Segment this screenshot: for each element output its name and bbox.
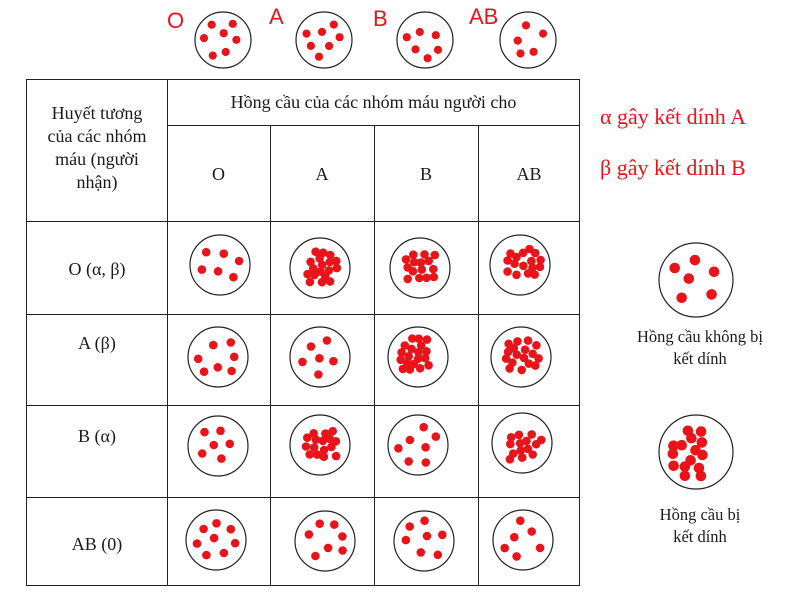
red-blood-cell: [423, 335, 432, 344]
red-blood-cell: [527, 527, 536, 536]
red-blood-cell: [524, 336, 533, 345]
red-blood-cell: [406, 436, 415, 445]
red-blood-cell: [416, 28, 424, 36]
red-blood-cell: [200, 34, 208, 42]
red-blood-cell: [404, 352, 413, 361]
red-blood-cell: [510, 344, 519, 353]
red-blood-cell: [512, 253, 521, 262]
red-blood-cell: [430, 273, 439, 282]
red-blood-cell: [194, 355, 203, 364]
red-blood-cell: [198, 449, 207, 458]
red-blood-cell: [220, 249, 229, 258]
red-blood-cell: [321, 272, 330, 281]
red-blood-cell: [315, 53, 323, 61]
caption-agglutinated: Hồng cầu bị kết dính: [659, 505, 741, 546]
red-blood-cell: [706, 289, 717, 300]
red-blood-cell: [506, 455, 515, 464]
red-blood-cell: [522, 21, 530, 29]
top-circle-o: [194, 11, 252, 69]
red-blood-cell: [432, 432, 441, 441]
red-blood-cell: [202, 248, 211, 257]
red-blood-cell: [298, 358, 307, 367]
red-blood-cell: [676, 293, 687, 304]
red-blood-cell: [411, 45, 419, 53]
red-blood-cell: [229, 273, 238, 282]
red-blood-cell: [212, 519, 221, 528]
top-circle-ab: [499, 11, 557, 69]
red-blood-cell: [419, 423, 428, 432]
red-blood-cell: [405, 522, 414, 531]
red-blood-cell: [402, 536, 411, 545]
cell-circle: [289, 414, 351, 476]
red-blood-cell: [216, 427, 225, 436]
red-blood-cell: [519, 262, 528, 271]
red-blood-cell: [338, 546, 347, 555]
red-blood-cell: [315, 354, 324, 363]
red-blood-cell: [394, 444, 403, 453]
key-circle-agglutinated: [658, 414, 734, 490]
red-blood-cell: [506, 440, 515, 449]
red-blood-cell: [415, 274, 424, 283]
top-label-o: O: [167, 8, 185, 33]
red-blood-cell: [209, 341, 218, 350]
cell-circle: [289, 237, 351, 299]
red-blood-cell: [318, 28, 326, 36]
col-header-b: B: [419, 164, 432, 184]
row-header-o: O (α, β): [68, 259, 126, 279]
red-blood-cell: [697, 450, 708, 461]
col-header-o: O: [212, 164, 225, 184]
red-blood-cell: [432, 31, 440, 39]
cell-circle: [387, 326, 449, 388]
col-header-ab: AB: [516, 164, 542, 184]
red-blood-cell: [302, 442, 311, 451]
legend-alpha: α gây kết dính A: [600, 104, 746, 129]
red-blood-cell: [518, 453, 527, 462]
red-blood-cell: [199, 525, 208, 534]
key-circle-not-agglutinated: [658, 242, 734, 318]
red-blood-cell: [193, 539, 202, 548]
row-header-a: A (β): [78, 333, 116, 353]
cell-outline: [188, 416, 248, 476]
red-blood-cell: [229, 20, 237, 28]
red-blood-cell: [198, 265, 207, 274]
red-blood-cell: [217, 454, 226, 463]
cell-circle: [491, 412, 553, 474]
red-blood-cell: [307, 42, 315, 50]
red-blood-cell: [220, 29, 228, 37]
red-blood-cell: [516, 516, 525, 525]
red-blood-cell: [231, 539, 240, 548]
red-blood-cell: [536, 544, 545, 553]
red-blood-cell: [684, 273, 695, 284]
red-blood-cell: [408, 334, 417, 343]
red-blood-cell: [502, 354, 511, 363]
red-blood-cell: [313, 450, 322, 459]
caption-not-agglutinated: Hồng cầu không bị kết dính: [636, 327, 764, 368]
donor-cells-header: Hồng cầu của các nhóm máu người cho: [230, 92, 517, 112]
red-blood-cell: [401, 341, 410, 350]
red-blood-cell: [305, 530, 314, 539]
red-blood-cell: [323, 336, 332, 345]
red-blood-cell: [404, 457, 413, 466]
red-blood-cell: [214, 267, 223, 276]
red-blood-cell: [328, 427, 337, 436]
red-blood-cell: [210, 534, 219, 543]
cell-circle: [387, 414, 449, 476]
red-blood-cell: [220, 549, 229, 558]
red-blood-cell: [514, 37, 522, 45]
cell-circle: [389, 237, 451, 299]
red-blood-cell: [315, 519, 324, 528]
cell-circle: [490, 326, 552, 388]
red-blood-cell: [403, 33, 411, 41]
red-blood-cell: [202, 551, 211, 560]
red-blood-cell: [438, 531, 447, 540]
red-blood-cell: [528, 450, 537, 459]
red-blood-cell: [429, 265, 438, 274]
red-blood-cell: [336, 33, 344, 41]
legend-beta: β gây kết dính B: [600, 155, 746, 180]
red-blood-cell: [512, 271, 521, 280]
cell-outline: [190, 235, 250, 295]
red-blood-cell: [503, 256, 512, 265]
red-blood-cell: [536, 256, 545, 265]
red-blood-cell: [515, 431, 524, 440]
cell-outline: [659, 243, 733, 317]
cell-circle: [489, 234, 551, 296]
red-blood-cell: [232, 36, 240, 44]
red-blood-cell: [209, 52, 217, 60]
cell-circle: [393, 510, 455, 572]
red-blood-cell: [539, 30, 547, 38]
red-blood-cell: [686, 433, 697, 444]
red-blood-cell: [311, 552, 320, 561]
red-blood-cell: [402, 255, 411, 264]
top-circle-a: [295, 11, 353, 69]
red-blood-cell: [676, 440, 687, 451]
red-blood-cell: [500, 544, 509, 553]
col-header-a: A: [315, 164, 329, 184]
red-blood-cell: [226, 440, 235, 449]
red-blood-cell: [517, 366, 526, 375]
red-blood-cell: [532, 341, 541, 350]
red-blood-cell: [420, 250, 429, 259]
red-blood-cell: [696, 471, 707, 482]
red-blood-cell: [208, 21, 216, 29]
red-blood-cell: [406, 365, 415, 374]
top-label-ab: AB: [469, 4, 499, 29]
cell-circle: [187, 415, 249, 477]
red-blood-cell: [528, 263, 537, 272]
red-blood-cell: [534, 354, 543, 363]
cell-outline: [296, 12, 352, 68]
red-blood-cell: [530, 48, 538, 56]
red-blood-cell: [303, 433, 312, 442]
red-blood-cell: [690, 255, 701, 266]
red-blood-cell: [434, 46, 442, 54]
red-blood-cell: [527, 430, 536, 439]
red-blood-cell: [532, 440, 541, 449]
red-blood-cell: [669, 263, 680, 274]
red-blood-cell: [424, 361, 433, 370]
cell-circle: [189, 234, 251, 296]
red-blood-cell: [307, 342, 316, 351]
red-blood-cell: [422, 458, 431, 467]
red-blood-cell: [505, 364, 514, 373]
red-blood-cell: [434, 551, 443, 560]
red-blood-cell: [230, 353, 239, 362]
red-blood-cell: [324, 544, 333, 553]
red-blood-cell: [697, 437, 708, 448]
cell-outline: [290, 415, 350, 475]
cell-circle: [294, 510, 356, 572]
row-header-b: B (α): [78, 426, 116, 446]
red-blood-cell: [423, 532, 432, 541]
red-blood-cell: [668, 449, 679, 460]
red-blood-cell: [332, 437, 341, 446]
red-blood-cell: [403, 275, 412, 284]
red-blood-cell: [409, 250, 418, 259]
red-blood-cell: [315, 254, 324, 263]
red-blood-cell: [214, 363, 223, 372]
red-blood-cell: [420, 516, 429, 525]
red-blood-cell: [503, 267, 512, 276]
red-blood-cell: [332, 257, 341, 266]
cell-outline: [295, 511, 355, 571]
red-blood-cell: [235, 257, 244, 266]
top-label-a: A: [269, 4, 284, 29]
red-blood-cell: [696, 426, 707, 437]
cell-circle: [492, 509, 554, 571]
red-blood-cell: [332, 452, 341, 461]
red-blood-cell: [680, 461, 691, 472]
red-blood-cell: [200, 367, 209, 376]
red-blood-cell: [668, 461, 679, 472]
red-blood-cell: [210, 441, 219, 450]
red-blood-cell: [314, 370, 323, 379]
red-blood-cell: [330, 520, 339, 529]
red-blood-cell: [414, 348, 423, 357]
red-blood-cell: [200, 428, 209, 437]
red-blood-cell: [305, 450, 314, 459]
red-blood-cell: [227, 525, 236, 534]
red-blood-cell: [325, 42, 333, 50]
cell-circle: [289, 326, 351, 388]
red-blood-cell: [227, 367, 236, 376]
top-circle-b: [396, 11, 454, 69]
cell-circle: [185, 509, 247, 571]
red-blood-cell: [417, 548, 426, 557]
red-blood-cell: [306, 278, 315, 287]
red-blood-cell: [396, 356, 405, 365]
red-blood-cell: [312, 435, 321, 444]
row-header-ab: AB (0): [71, 534, 123, 554]
red-blood-cell: [525, 245, 534, 254]
red-blood-cell: [330, 21, 338, 29]
red-blood-cell: [329, 357, 338, 366]
top-label-b: B: [373, 6, 388, 31]
red-blood-cell: [417, 258, 426, 267]
red-blood-cell: [510, 533, 519, 542]
red-blood-cell: [516, 49, 524, 57]
recipient-plasma-header: Huyết tương của các nhóm máu (người nhận): [47, 103, 147, 192]
red-blood-cell: [680, 471, 691, 482]
cell-circle: [187, 326, 249, 388]
red-blood-cell: [338, 532, 347, 541]
cell-outline: [500, 12, 556, 68]
red-blood-cell: [302, 30, 310, 38]
red-blood-cell: [424, 54, 432, 62]
red-blood-cell: [512, 552, 521, 561]
red-blood-cell: [421, 443, 430, 452]
red-blood-cell: [521, 345, 530, 354]
red-blood-cell: [227, 338, 236, 347]
red-blood-cell: [709, 267, 720, 278]
red-blood-cell: [409, 267, 418, 276]
red-blood-cell: [222, 48, 230, 56]
red-blood-cell: [520, 354, 529, 363]
